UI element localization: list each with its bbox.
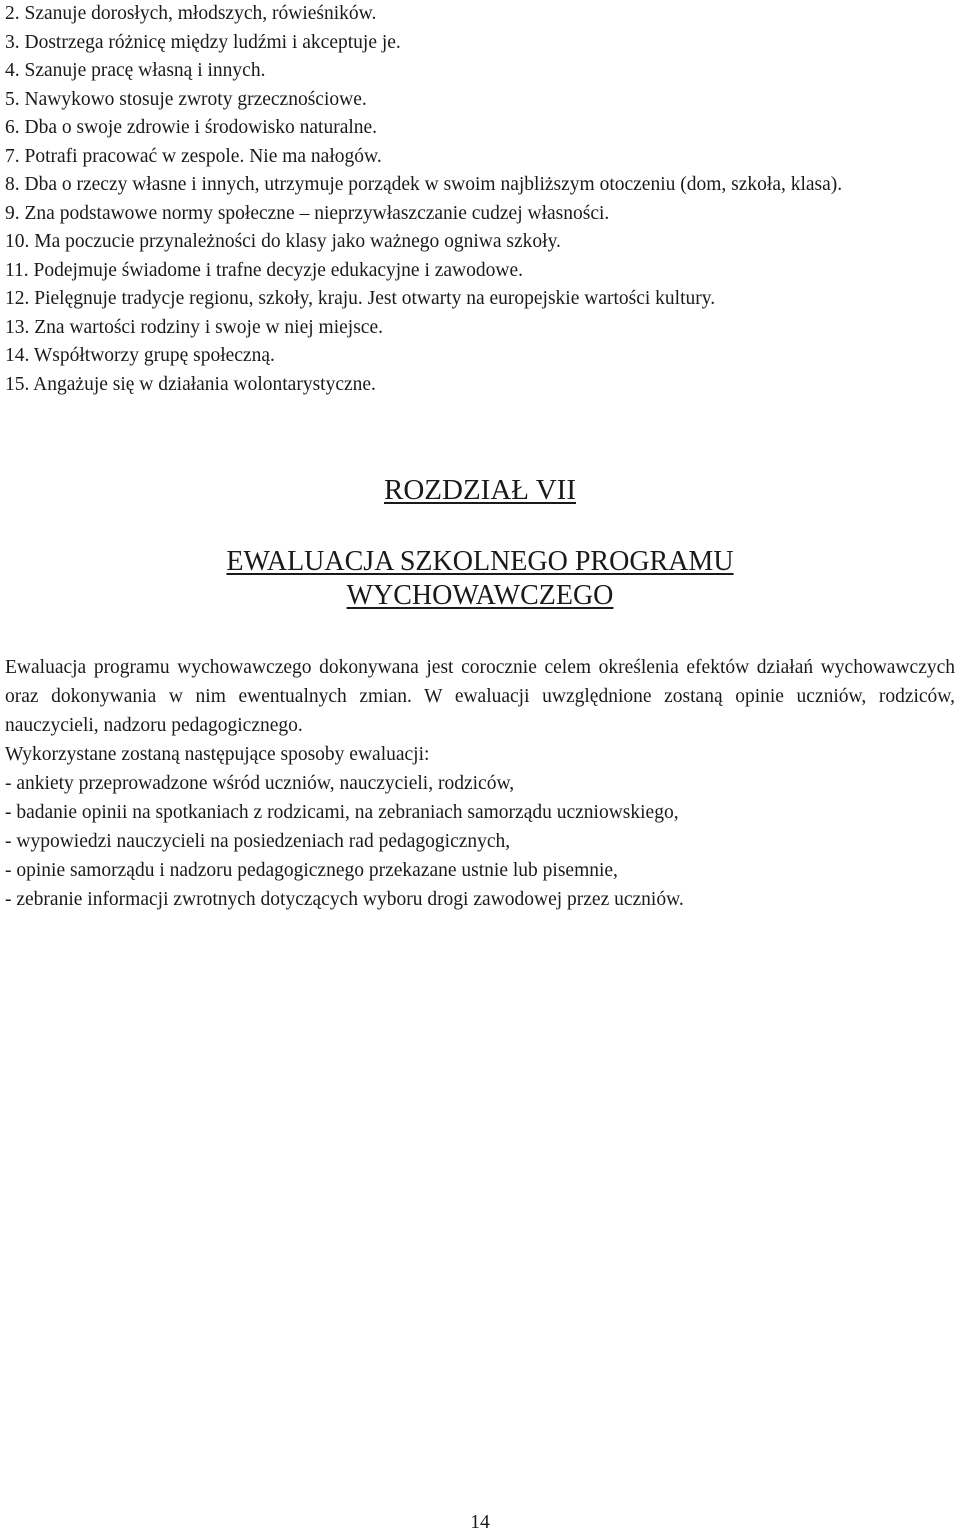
list-item: 2. Szanuje dorosłych, młodszych, rówieśników. (5, 3, 377, 24)
list-item: 14. Współtworzy grupę społeczną. (5, 345, 275, 366)
list-item: 4. Szanuje pracę własną i innych. (5, 60, 266, 81)
list-item: 3. Dostrzega różnicę między ludźmi i akceptuje je. (5, 31, 401, 53)
methods-intro: Wykorzystane zostaną następujące sposoby ewaluacji: (5, 744, 430, 765)
list-item: 11. Podejmuje świadome i trafne decyzje edukacyjne i zawodowe. (5, 259, 524, 281)
page-number: 14 (470, 1512, 490, 1533)
method-item: - zebranie informacji zwrotnych dotyczących wyboru drogi zawodowej przez uczniów. (5, 889, 684, 910)
method-item: - badanie opinii na spotkaniach z rodzicami, na zebraniach samorządu uczniowskiego, (5, 802, 679, 823)
evaluation-section (5, 653, 955, 914)
list-item: 10. Ma poczucie przynależności do klasy jako ważnego ogniwa szkoły. (5, 231, 561, 252)
method-item: - wypowiedzi nauczycieli na posiedzeniach rad pedagogicznych, (5, 831, 511, 852)
section-title-line-1: EWALUACJA SZKOLNEGO PROGRAMU (226, 546, 734, 577)
section-title-line-2: WYCHOWAWCZEGO (346, 580, 614, 611)
list-item: 13. Zna wartości rodziny i swoje w niej miejsce. (5, 316, 383, 338)
goals-list (5, 0, 955, 399)
chapter-title: ROZDZIAŁ VII (384, 474, 576, 506)
method-item: - ankiety przeprowadzone wśród uczniów, nauczycieli, rodziców, (5, 773, 515, 794)
section-title (0, 545, 960, 613)
list-item: 12. Pielęgnuje tradycje regionu, szkoły, kraju. Jest otwarty na europejskie wartości kultury. (5, 288, 716, 309)
list-item: 7. Potrafi pracować w zespole. Nie ma nałogów. (5, 145, 382, 167)
list-item: 5. Nawykowo stosuje zwroty grzecznościowe. (5, 88, 367, 110)
list-item: 15. Angażuje się w działania wolontarystyczne. (5, 373, 376, 395)
list-item: 6. Dba o swoje zdrowie i środowisko naturalne. (5, 117, 378, 138)
method-item: - opinie samorządu i nadzoru pedagogicznego przekazane ustnie lub pisemnie, (5, 860, 618, 881)
list-item: 9. Zna podstawowe normy społeczne – nieprzywłaszczanie cudzej własności. (5, 202, 610, 224)
evaluation-paragraph: Ewaluacja programu wychowawczego dokonywana jest corocznie celem określenia efektów działań wychowawczych oraz dokonywania w nim ewentualnych zmian. W ewaluacji uwzględnione zostaną opinie uczniów, rodziców, nauczycieli, nadzoru pedagogicznego. (5, 657, 955, 736)
list-item: 8. Dba o rzeczy własne i innych, utrzymuje porządek w swoim najbliższym otoczeniu (dom, szkoła, klasa). (5, 174, 843, 195)
